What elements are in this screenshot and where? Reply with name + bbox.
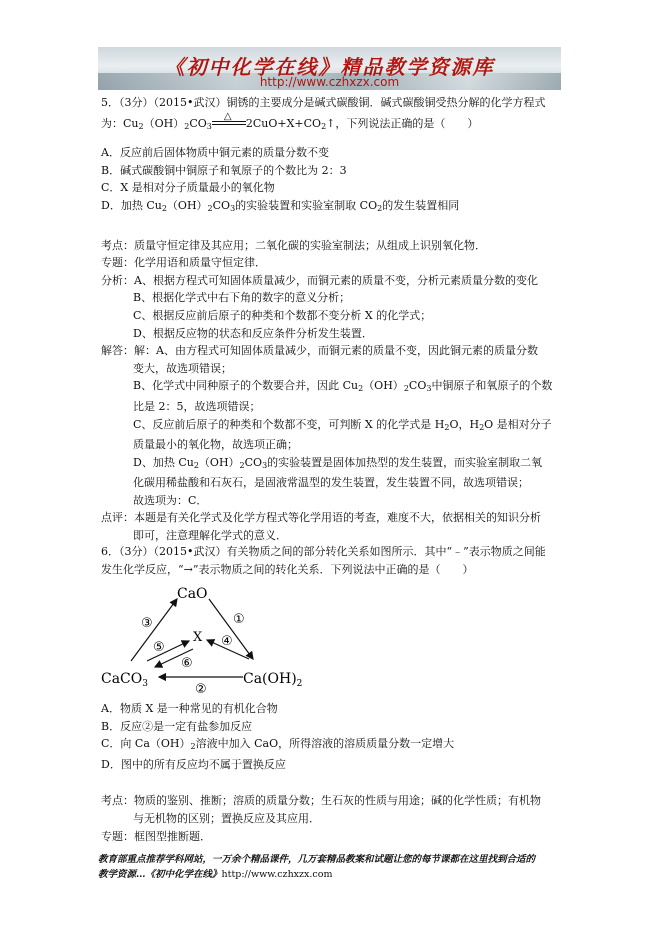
q5-zhuanti: 专题：化学用语和质量守恒定律． — [101, 256, 266, 270]
conversion-diagram — [101, 585, 301, 695]
q6-option-b: B．反应②是一定有盐参加反应 — [101, 719, 253, 733]
q5-fenxi-c: C、根据反应前后原子的种类和个数都不变分析 X 的化学式； — [133, 308, 432, 322]
q5-fenxi: 分析：A、根据方程式可知固体质量减少，而铜元素的质量不变，分析元素质量分数的变化 — [101, 273, 538, 287]
q5-jieda-d-cont: 化碳用稀盐酸和石灰石，是固液常温型的发生装置，发生装置不同，故选项错误； — [133, 476, 529, 490]
header-banner — [98, 47, 561, 90]
heat-equals-sign: △ — [212, 119, 246, 128]
q5-dianping-cont: 即可，注意理解化学式的意义． — [133, 529, 287, 543]
q6-options — [101, 700, 571, 845]
banner-url[interactable]: http://www.czhxzx.com — [259, 75, 400, 89]
q5-fenxi-d: D、根据反应物的状态和反应条件分析发生装置． — [133, 326, 373, 340]
q5-option-b: B．碱式碳酸铜中铜原子和氧原子的个数比为 2：3 — [101, 163, 347, 177]
question-5 — [101, 94, 571, 545]
q5-jieda-c-cont: 质量最小的氧化物，故选项正确； — [133, 438, 298, 452]
q6-kaodian-cont: 与无机物的区别；置换反应及其应用． — [133, 811, 320, 825]
banner-title: 《初中化学在线》精品教学资源库 — [164, 55, 495, 79]
q6-option-c: C．向 $Ca(OH)_2$溶液中加入 CaO，所得溶液的溶质质量分数一定增大 — [101, 737, 455, 752]
question-6 — [101, 543, 571, 578]
footer-url[interactable]: http://www.czhxzx.com — [221, 869, 333, 880]
q6-kaodian: 考点：物质的鉴别、推断；溶质的质量分数；生石灰的性质与用途；碱的化学性质；有机物 — [101, 794, 541, 808]
q6-option-a: A．物质 X 是一种常见的有机化合物 — [101, 702, 278, 715]
q5-option-a: A．反应前后固体物质中铜元素的质量分数不变 — [101, 146, 329, 160]
q5-option-c: C．X 是相对分子质量最小的氧化物 — [101, 181, 275, 195]
label-1: ① — [233, 612, 245, 627]
node-caoh2: $Ca(OH)_2$ — [243, 671, 303, 689]
q5-answer: 故选项为：C． — [133, 493, 208, 507]
q5-dianping: 点评：本题是有关化学式及化学方程式等化学用语的考查，难度不大，依据相关的知识分析 — [101, 511, 541, 525]
footer-line-2: 教学资源…《初中化学在线》http://www.czhxzx.com — [98, 869, 333, 880]
q6-option-d: D．图中的所有反应均不属于置换反应 — [101, 757, 286, 771]
node-cao: CaO — [177, 586, 208, 602]
label-3: ③ — [141, 616, 153, 631]
label-2: ② — [195, 682, 207, 697]
q5-jieda-d: D、加热 $Cu_2(OH)_2CO_3$的实验装置是固体加热型的发生装置，而实验室制取二氧 — [133, 455, 543, 470]
page-footer — [98, 852, 568, 882]
q5-jieda: 解答：解：A、由方程式可知固体质量减少，而铜元素的质量不变，因此铜元素的质量分数 — [101, 344, 538, 358]
node-caco3: CaCO$_3$ — [101, 671, 148, 689]
q5-kaodian: 考点：质量守恒定律及其应用；二氧化碳的实验室制法；从组成上识别氧化物． — [101, 238, 486, 252]
q5-jieda-c: C、反应前后原子的种类和个数都不变，可判断 X 的化学式是 $H_2O$，$H_2O$ 是相对分子 — [133, 417, 552, 432]
q5-stem: 5．（3分）（2015•武汉）铜锈的主要成分是碱式碳酸铜．碱式碳酸铜受热分解的化学方程式 — [101, 96, 546, 109]
q5-jieda-a-cont: 变大，故选项错误； — [133, 361, 232, 375]
q6-stem: 6．（3分）（2015•武汉）有关物质之间的部分转化关系如图所示．其中“﹣”表示物质之间能 — [101, 545, 546, 558]
footer-line-1: 教育部重点推荐学科网站，一万余个精品课件，几万套精品教案和试题让您的每节课都在这里找到合适的 — [98, 854, 536, 865]
q5-equation: 为：$Cu_2(OH)_2CO_3$ △ $2CuO+X+CO_2↑$，下列说法正确的是（ ） — [101, 111, 479, 131]
label-4: ④ — [221, 634, 233, 649]
q5-fenxi-b: B、根据化学式中右下角的数字的意义分析； — [133, 291, 351, 305]
arrow-1 — [209, 599, 253, 659]
label-6: ⑥ — [181, 656, 193, 671]
q5-option-d: D．加热 $Cu_2(OH)_2CO_3$的实验装置和实验室制取 $CO_2$的发生装置相同 — [101, 198, 460, 213]
node-x: X — [193, 630, 203, 645]
q6-stem-cont: 发生化学反应，“→”表示物质之间的转化关系．下列说法中正确的是（ ） — [101, 562, 474, 576]
q6-zhuanti: 专题：框图型推断题． — [101, 829, 211, 843]
q5-jieda-b: B、化学式中同种原子的个数要合并，因此 $Cu_2(OH)_2CO_3$中铜原子和氧原子的个数 — [133, 379, 553, 394]
label-5: ⑤ — [153, 640, 165, 655]
q5-jieda-b-cont: 比是 2：5，故选项错误； — [133, 399, 261, 413]
